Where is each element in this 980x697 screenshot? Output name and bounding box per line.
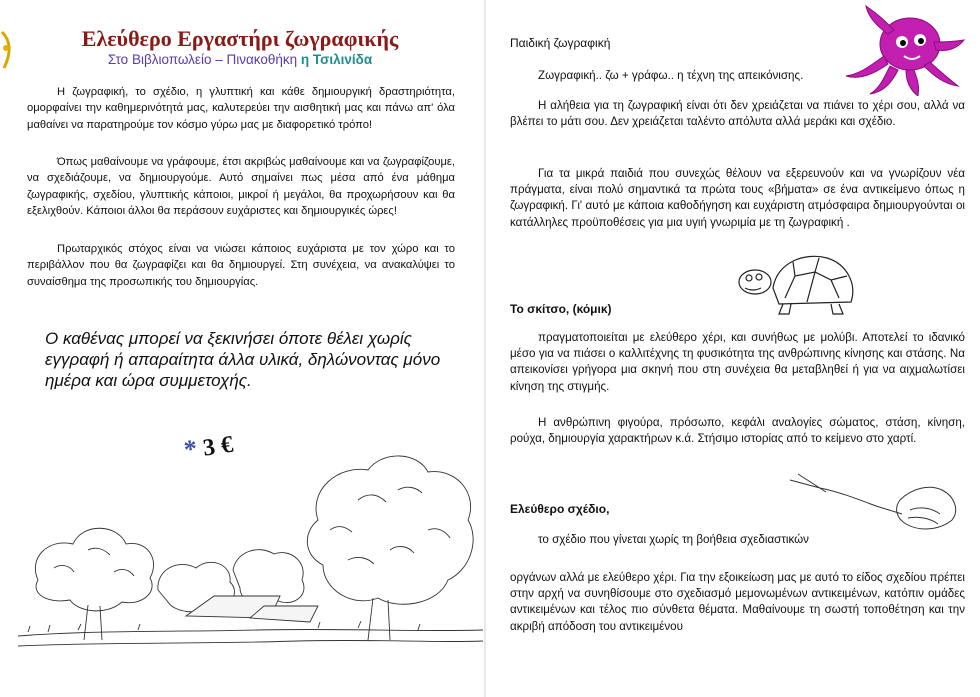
- heading-children-drawing: Παιδική ζωγραφική: [510, 36, 611, 50]
- paragraph-small-children: Για τα μικρά παιδιά που συνεχώς θέλουν να εξερευνούν και να γνωρίζουν νέα πράγματα, είναι πολύ σημαντικά τα πρώτα τους «βήματα» σε ένα αντικείμενο όπως η ζωγραφική. Γι' αυτό με κάποια καθοδήγηση και ευχάριστη ατμόσφαιρα δημιουργούνται οι κατάλληλες προϋποθέσεις για μια υγιή γνωριμία με τη ζωγραφική .: [510, 167, 965, 229]
- page-subtitle: [55, 52, 425, 67]
- page-title: Ελεύθερο Εργαστήρι ζωγραφικής: [81, 26, 399, 51]
- intro-paragraph-2: Όπως μαθαίνουμε να γράφουμε, έτσι ακριβώς μαθαίνουμε και να ζωγραφίζουμε, να σχεδιάζουμε, να δημιουργούμε. Αυτό σημαίνει πως μέσα από ένα μάθημα ζωγραφικής, σχεδίου, γλυπτικής κάποιοι, μικροί ή μεγάλοι, θα προχωρήσουν και θα εξελιχθούν. Κάποιοι άλλοι θα περάσουν ευχάριστες και δημιουργικές ώρες!: [27, 156, 455, 217]
- intro-paragraph-1: Η ζωγραφική, το σχέδιο, η γλυπτική και κάθε δημιουργική δραστηριότητα, ομορφαίνει την καθημερινότητά μας, καλυτερεύει την αισθητική μας και πάνω απ' όλα μαθαίνει να παρατηρούμε τον κόσμο γύρω μας με διαφορετικό τρόπο!: [27, 86, 455, 131]
- subtitle-name: η Τσιλινίδα: [300, 52, 373, 67]
- left-page: [0, 0, 485, 697]
- intro-paragraph-3: Πρωταρχικός στόχος είναι να νιώσει κάποιος ευχάριστα με τον χώρο και το περιβάλλον που θα ζωγραφίζει και θα δημιουργεί. Στη συνέχεια, να ανακαλύψει το συναίσθημα της προσωπικής του δημιουργίας.: [27, 243, 455, 288]
- paragraph-free-drawing: οργάνων αλλά με ελεύθερο χέρι. Για την εξοικείωση μας με αυτό το είδος σχεδίου πρέπει στην αρχή να συνηθίσουμε στο σχεδιασμό μεμονωμένων αντικειμένων, κατόπιν ομάδες αντικειμένων και τέλος πιο σύνθετα θέματα. Μαθαίνουμε τη σωστή τοποθέτηση και την ακριβή απόδοση του αντικειμένου: [510, 571, 965, 633]
- paragraph-sketch: πραγματοποιείται με ελεύθερο χέρι, και συνήθως με μολύβι. Αποτελεί το ιδανικό μέσο για να πιάσει ο καλλιτέχνης τη φυσικότητα της ανθρώπινης κίνησης και στάσης. Να απεικονίσει γρήγορα μια σκηνή που στη συνέχεια θα μεταβληθεί ή για να αιχμαλωτίσει κίνηση της στιγμής.: [510, 331, 965, 393]
- paragraph-human-figure: Η ανθρώπινη φιγούρα, πρόσωπο, κεφάλι αναλογίες σώματος, στάση, κίνηση, ρούχα, δημιουργία χαρακτήρων κ.ά. Στήσιμο ιστορίας από το κείμενο στο χαρτί.: [510, 416, 965, 446]
- price-star: *: [182, 433, 200, 465]
- turtle-icon: [735, 248, 860, 318]
- price-value: 3 €: [201, 431, 235, 462]
- etymology-text: Ζωγραφική.. ζω + γράφω.. η τέχνη της απεικόνισης.: [538, 69, 804, 82]
- right-page: [490, 0, 980, 697]
- paragraph-truth: Η αλήθεια για τη ζωγραφική είναι ότι δεν χρειάζεται να πιάνει το χέρι σου, αλλά να βλέπει το μάτι σου. Δεν χρειάζεται ταλέντο απόλυτα αλλά μεράκι και σχέδιο.: [510, 99, 965, 129]
- free-drawing-intro: το σχέδιο που γίνεται χωρίς τη βοήθεια σχεδιαστικών: [538, 533, 809, 546]
- brush-hand-icon: [780, 470, 965, 538]
- heading-sketch: Το σκίτσο, (κόμικ): [510, 302, 612, 316]
- corner-decoration-icon: [0, 30, 14, 70]
- promo-text: Ο καθένας μπορεί να ξεκινήσει όποτε θέλει χωρίς εγγραφή ή απαραίτητα άλλα υλικά, δηλώνοντας μόνο ημέρα και ώρα συμμετοχής.: [45, 329, 441, 390]
- landscape-sketch: [18, 440, 483, 655]
- octopus-icon: [840, 4, 965, 96]
- heading-free-drawing: Ελεύθερο σχέδιο,: [510, 502, 610, 516]
- subtitle-place: Στο Βιβλιοπωλείο – Πινακοθήκη: [107, 52, 298, 67]
